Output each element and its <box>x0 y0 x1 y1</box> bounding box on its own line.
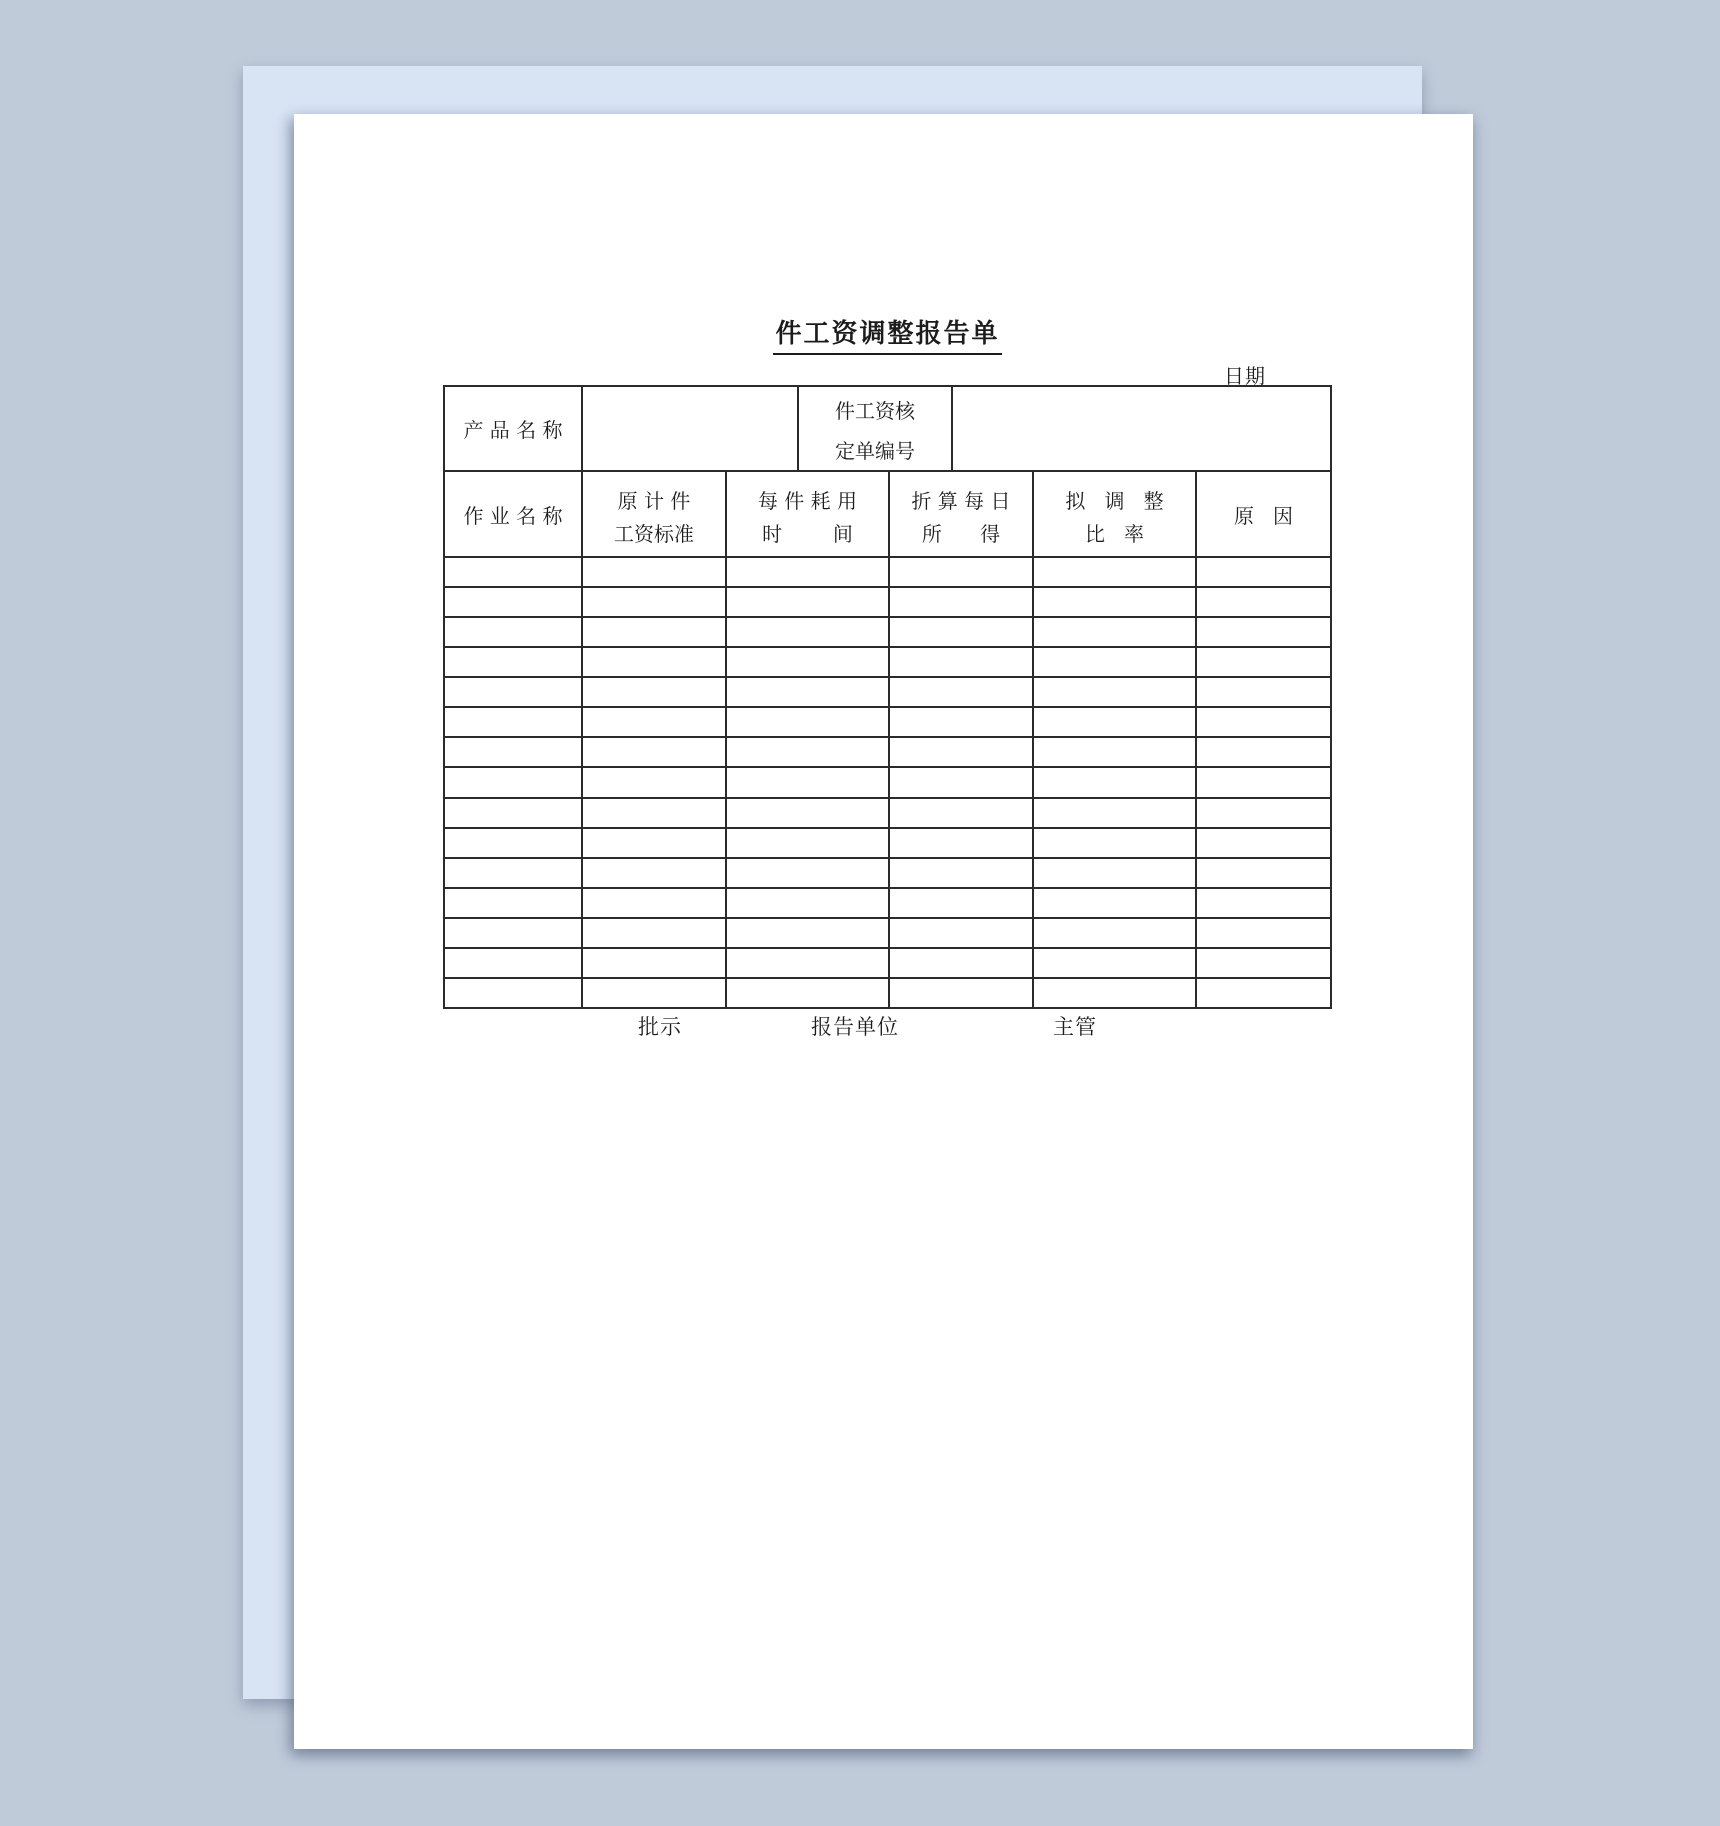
piece-wage-check-label: 件工资核 <box>835 399 915 423</box>
data-cell[interactable] <box>1197 829 1330 857</box>
table-row <box>445 859 1330 889</box>
data-cell[interactable] <box>1034 708 1197 736</box>
data-cell[interactable] <box>445 678 583 706</box>
table-row <box>445 768 1330 798</box>
data-cell[interactable] <box>727 889 890 917</box>
data-cell[interactable] <box>1197 799 1330 827</box>
data-cell[interactable] <box>1034 558 1197 586</box>
data-cell[interactable] <box>1197 738 1330 766</box>
data-cell[interactable] <box>727 588 890 616</box>
data-cell[interactable] <box>727 738 890 766</box>
table-row <box>445 678 1330 708</box>
data-cell[interactable] <box>890 859 1034 887</box>
data-cell[interactable] <box>445 768 583 796</box>
data-cell[interactable] <box>1034 919 1197 947</box>
header-reason-cell <box>1197 472 1330 556</box>
data-cell[interactable] <box>890 558 1034 586</box>
data-cell[interactable] <box>445 618 583 646</box>
table-row <box>445 708 1330 738</box>
header-time-per-piece-line2: 时 间 <box>762 522 853 546</box>
data-cell[interactable] <box>445 919 583 947</box>
data-cell[interactable] <box>727 708 890 736</box>
data-cell[interactable] <box>727 949 890 977</box>
data-cell[interactable] <box>445 558 583 586</box>
data-cell[interactable] <box>890 889 1034 917</box>
data-cell[interactable] <box>583 618 727 646</box>
order-number-label: 定单编号 <box>835 439 915 463</box>
data-cell[interactable] <box>1034 678 1197 706</box>
data-cell[interactable] <box>583 678 727 706</box>
table-row <box>445 829 1330 859</box>
data-cell[interactable] <box>890 768 1034 796</box>
header-daily-income-cell <box>890 472 1034 556</box>
data-cell[interactable] <box>890 949 1034 977</box>
data-cell[interactable] <box>1034 738 1197 766</box>
data-cell[interactable] <box>890 618 1034 646</box>
data-cell[interactable] <box>727 768 890 796</box>
product-name-label-cell <box>445 387 583 470</box>
data-cell[interactable] <box>1034 829 1197 857</box>
column-header-row <box>445 472 1330 558</box>
data-cell[interactable] <box>890 979 1034 1007</box>
data-cell[interactable] <box>445 949 583 977</box>
data-cell[interactable] <box>1197 889 1330 917</box>
header-time-per-piece-cell <box>727 472 890 556</box>
data-cell[interactable] <box>445 588 583 616</box>
data-cell[interactable] <box>1197 648 1330 676</box>
data-cell[interactable] <box>727 919 890 947</box>
data-cell[interactable] <box>583 738 727 766</box>
header-job-name-label: 作 业 名 称 <box>463 503 563 528</box>
data-cell[interactable] <box>727 678 890 706</box>
data-cell[interactable] <box>583 558 727 586</box>
data-cell[interactable] <box>1197 588 1330 616</box>
table-row <box>445 558 1330 588</box>
data-cell[interactable] <box>1034 949 1197 977</box>
table-row <box>445 588 1330 618</box>
data-cell[interactable] <box>445 859 583 887</box>
data-cell[interactable] <box>445 799 583 827</box>
header-original-rate-cell <box>583 472 727 556</box>
data-cell[interactable] <box>1034 889 1197 917</box>
data-cell[interactable] <box>1034 859 1197 887</box>
data-cell[interactable] <box>1197 859 1330 887</box>
table-row <box>445 979 1330 1007</box>
data-rows <box>445 558 1330 1007</box>
data-cell[interactable] <box>1197 708 1330 736</box>
data-cell[interactable] <box>583 979 727 1007</box>
data-cell[interactable] <box>727 799 890 827</box>
data-cell[interactable] <box>727 859 890 887</box>
data-cell[interactable] <box>890 738 1034 766</box>
data-cell[interactable] <box>890 919 1034 947</box>
product-info-row <box>445 387 1330 472</box>
data-cell[interactable] <box>583 919 727 947</box>
data-cell[interactable] <box>1197 979 1330 1007</box>
header-original-rate-line1: 原 计 件 <box>617 489 691 513</box>
data-cell[interactable] <box>1197 949 1330 977</box>
data-cell[interactable] <box>1034 768 1197 796</box>
data-cell[interactable] <box>727 558 890 586</box>
data-cell[interactable] <box>583 648 727 676</box>
title-wrap <box>443 319 1332 355</box>
data-cell[interactable] <box>1034 648 1197 676</box>
data-cell[interactable] <box>445 738 583 766</box>
data-cell[interactable] <box>727 648 890 676</box>
reporting-unit-label: 报告单位 <box>811 1015 899 1039</box>
data-cell[interactable] <box>727 979 890 1007</box>
data-cell[interactable] <box>1034 979 1197 1007</box>
data-cell[interactable] <box>583 708 727 736</box>
check-order-label-cell <box>799 387 953 470</box>
supervisor-label: 主管 <box>1053 1015 1097 1039</box>
table-row <box>445 618 1330 648</box>
data-cell[interactable] <box>583 889 727 917</box>
date-label: 日期 <box>1224 364 1266 388</box>
check-order-value-cell[interactable] <box>953 387 1330 470</box>
data-cell[interactable] <box>583 949 727 977</box>
data-cell[interactable] <box>583 829 727 857</box>
data-cell[interactable] <box>583 588 727 616</box>
data-cell[interactable] <box>1197 618 1330 646</box>
header-adjust-ratio-cell <box>1034 472 1197 556</box>
header-daily-income-line2: 所 得 <box>921 522 1001 546</box>
data-cell[interactable] <box>890 829 1034 857</box>
table-row <box>445 949 1330 979</box>
header-job-name-cell <box>445 472 583 556</box>
data-cell[interactable] <box>1197 919 1330 947</box>
header-time-per-piece-line1: 每 件 耗 用 <box>757 489 858 513</box>
data-cell[interactable] <box>583 768 727 796</box>
data-cell[interactable] <box>445 979 583 1007</box>
data-cell[interactable] <box>1034 588 1197 616</box>
data-cell[interactable] <box>1197 678 1330 706</box>
header-daily-income-line1: 折 算 每 日 <box>911 489 1011 513</box>
data-cell[interactable] <box>890 678 1034 706</box>
table-row <box>445 738 1330 768</box>
table-row <box>445 648 1330 678</box>
header-adjust-ratio-line1: 拟 调 整 <box>1065 489 1164 513</box>
data-cell[interactable] <box>727 829 890 857</box>
table-row <box>445 799 1330 829</box>
data-cell[interactable] <box>1197 558 1330 586</box>
approval-label: 批示 <box>638 1015 682 1039</box>
data-cell[interactable] <box>583 859 727 887</box>
header-original-rate-line2: 工资标准 <box>614 522 694 546</box>
data-cell[interactable] <box>1197 768 1330 796</box>
data-cell[interactable] <box>445 648 583 676</box>
data-cell[interactable] <box>445 708 583 736</box>
wage-adjustment-table <box>443 385 1332 1009</box>
document-title: 件工资调整报告单 <box>773 319 1001 355</box>
table-row <box>445 889 1330 919</box>
data-cell[interactable] <box>890 648 1034 676</box>
data-cell[interactable] <box>890 799 1034 827</box>
product-name-label: 产 品 名 称 <box>463 418 563 442</box>
data-cell[interactable] <box>1034 799 1197 827</box>
header-adjust-ratio-line2: 比 率 <box>1084 522 1145 546</box>
data-cell[interactable] <box>890 588 1034 616</box>
header-reason-label: 原 因 <box>1233 503 1294 528</box>
signature-row <box>294 1011 1473 1041</box>
data-cell[interactable] <box>445 889 583 917</box>
table-row <box>445 919 1330 949</box>
data-cell[interactable] <box>583 799 727 827</box>
data-cell[interactable] <box>1034 618 1197 646</box>
data-cell[interactable] <box>727 618 890 646</box>
data-cell[interactable] <box>890 708 1034 736</box>
product-name-value-cell[interactable] <box>583 387 799 470</box>
data-cell[interactable] <box>445 829 583 857</box>
document-page <box>294 114 1473 1749</box>
